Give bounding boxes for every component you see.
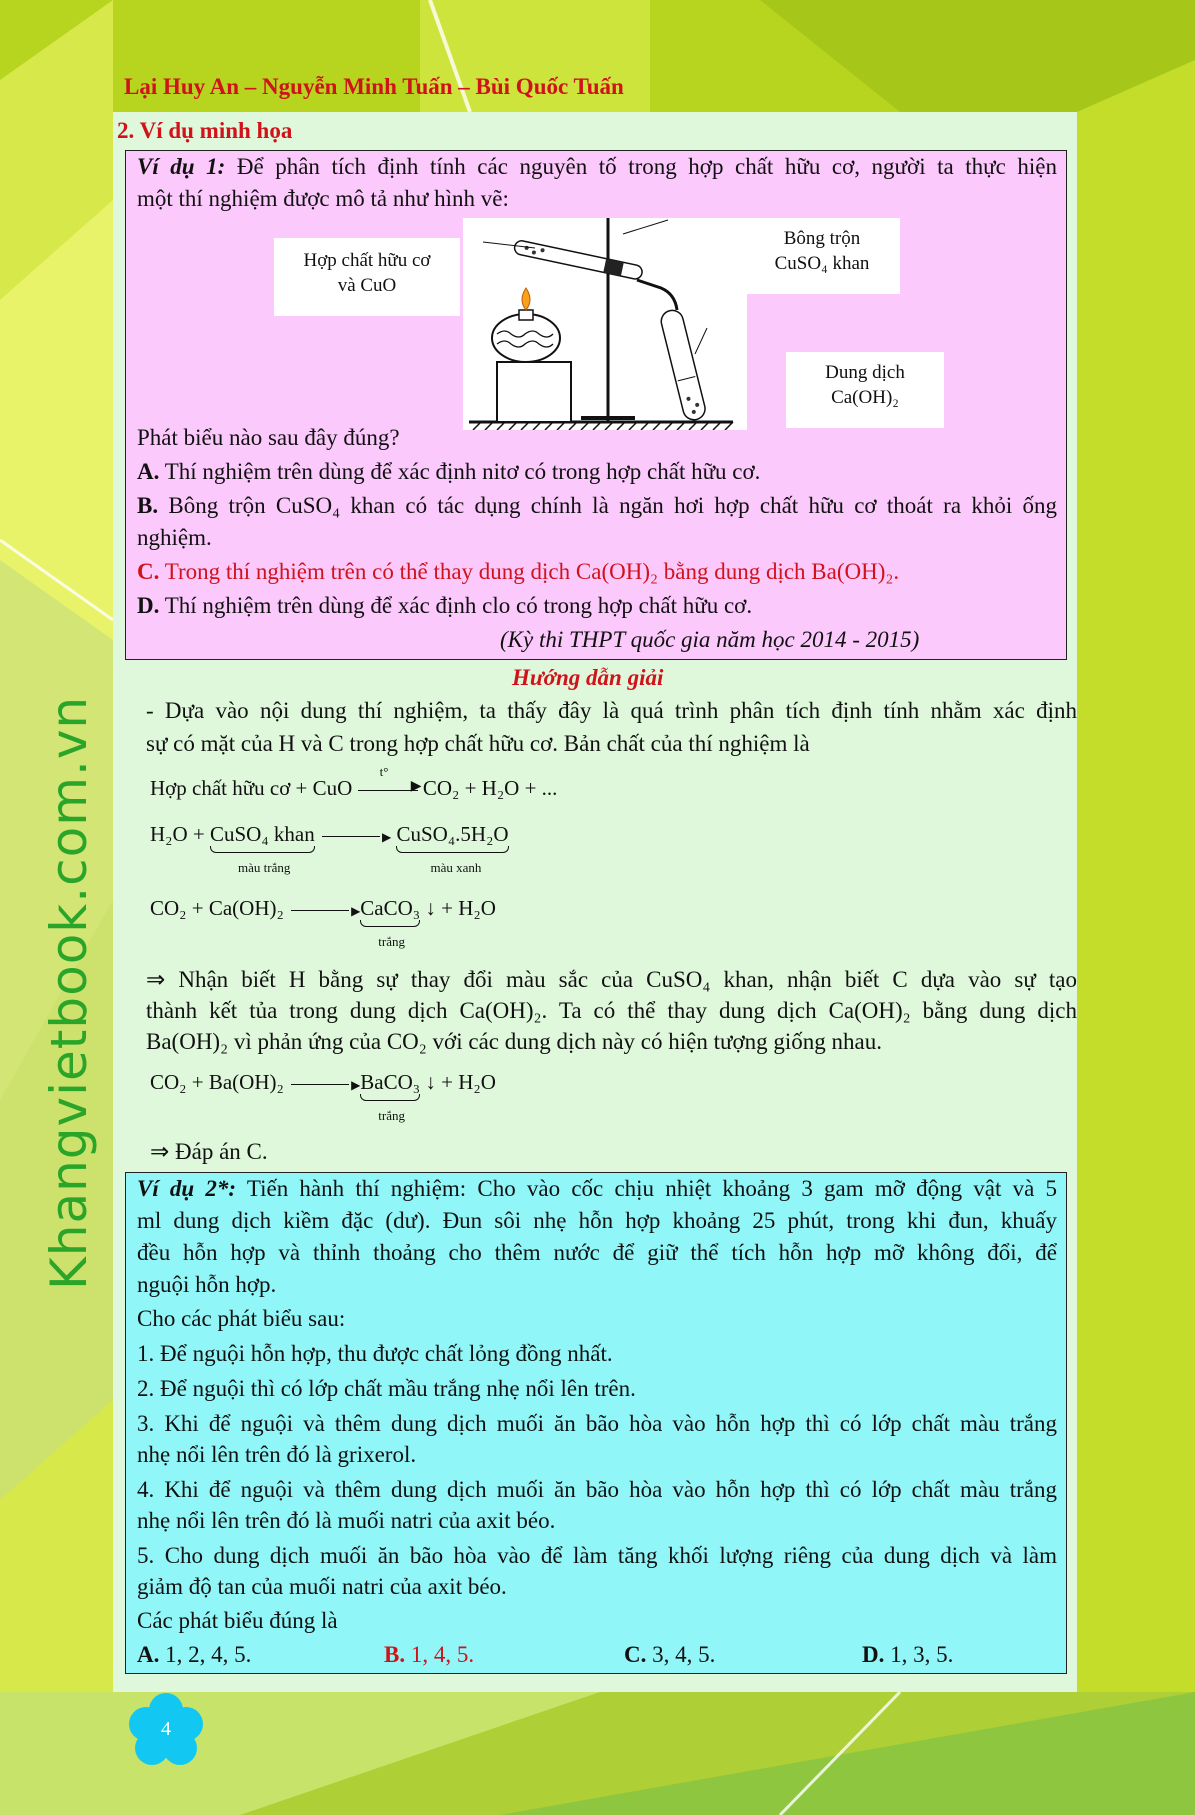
page-number: 4 — [161, 1718, 171, 1740]
underbrace-product — [396, 846, 508, 853]
equation-4 — [150, 1070, 496, 1123]
solution-answer: ⇒ Đáp án C. — [150, 1139, 268, 1164]
figure-label-bottom-line-1: Dung dịch — [825, 362, 905, 383]
arrow-head-icon: ▶ — [351, 1078, 361, 1092]
statement-4-line-2: nhẹ nổi lên trên đó là muối natri của axit béo. — [137, 1508, 556, 1533]
figure-label-bottom-line-2: Ca(OH)₂ — [831, 387, 899, 408]
example-1-option-b-line-2: nghiệm. — [137, 525, 212, 550]
statement-5-line-2: giảm độ tan của muối natri của axit béo. — [137, 1574, 507, 1599]
equation-2 — [150, 822, 509, 875]
reaction-arrow-3 — [291, 910, 349, 911]
option-b-letter: B. — [137, 493, 159, 518]
example-1-intro-line-2: một thí nghiệm được mô tả như hình vẽ: — [137, 186, 509, 211]
example-1-label: Ví dụ 1: — [137, 154, 226, 179]
example-2-question: Các phát biểu đúng là — [137, 1608, 338, 1633]
option-a-text: Thí nghiệm trên dùng để xác định nitơ có trong hợp chất hữu cơ. — [159, 459, 761, 484]
statement-4-line-1: 4. Khi để nguội và thêm dung dịch muối ăn bão hòa vào hỗn hợp thì có lớp chất màu trắng — [137, 1477, 1057, 1502]
reactant-cuso4-anhydrous: CuSO₄ khan — [210, 822, 315, 846]
statement-1: 1. Để nguội hỗn hợp, thu được chất lỏng đồng nhất. — [137, 1341, 613, 1366]
note-white-color: màu trắng — [238, 860, 291, 875]
arrow-head-icon: ▶ — [382, 830, 392, 844]
product-cuso4-pentahydrate: CuSO₄.5H₂O — [396, 822, 509, 846]
equation-1 — [150, 764, 558, 801]
option-c-letter: C. — [137, 559, 160, 584]
ex2-option-b-letter: B. — [384, 1642, 406, 1667]
page-header-authors: Lại Huy An – Nguyễn Minh Tuấn – Bùi Quốc Tuấn — [124, 74, 624, 99]
example-1-source: (Kỳ thi THPT quốc gia năm học 2014 - 2015) — [500, 627, 920, 652]
statement-3-line-2: nhẹ nổi lên trên đó là grixerol. — [137, 1442, 417, 1467]
figure-label-organic-compound — [274, 238, 460, 316]
figure-label-cotton-cuso4 — [744, 218, 900, 294]
example-1-option-c — [137, 556, 899, 588]
option-c-text: Trong thí nghiệm trên có thể thay dung dịch Ca(OH)₂ bằng dung dịch Ba(OH)₂. — [159, 559, 900, 584]
figure-label-right-line-2: CuSO₄ khan — [774, 253, 870, 274]
ex2-option-d-text: 1, 3, 5. — [884, 1642, 954, 1667]
equation-4-left: CO₂ + Ba(OH)₂ — [150, 1070, 284, 1094]
arrow-head-icon: ▶ — [351, 904, 361, 918]
product-caco3: CaCO₃ — [360, 896, 421, 920]
option-d-text: Thí nghiệm trên dùng để xác định clo có trong hợp chất hữu cơ. — [159, 593, 753, 618]
equation-2-reactant — [210, 822, 315, 875]
option-b-text-1: Bông trộn CuSO₄ khan có tác dụng chính là ngăn hơi hợp chất hữu cơ thoát ra khỏi ống — [158, 493, 1057, 518]
solution-paragraph-1-line-2: sự có mặt của H và C trong hợp chất hữu cơ. Bản chất của thí nghiệm là — [146, 731, 810, 756]
heat-condition: t° — [379, 764, 389, 779]
example-2-option-d — [862, 1639, 953, 1671]
example-1-option-b-line-1 — [137, 490, 1057, 522]
solution-paragraph-2-line-3: Ba(OH)₂ vì phản ứng của CO₂ với các dung dịch này có hiện tượng giống nhau. — [146, 1029, 882, 1054]
reaction-arrow-4 — [291, 1084, 349, 1085]
side-brand-watermark: Khangvietbook.com.vn — [40, 695, 98, 1290]
note-white-precipitate-2: trắng — [378, 1108, 406, 1123]
example-2-intro-text-1: Tiến hành thí nghiệm: Cho vào cốc chịu nhiệt khoảng 3 gam mỡ động vật và 5 — [236, 1176, 1058, 1201]
figure-label-right-line-1: Bông trộn — [783, 228, 861, 249]
note-white-precipitate: trắng — [378, 934, 406, 949]
underbrace-baco3 — [360, 1094, 420, 1101]
example-2-lead: Cho các phát biểu sau: — [137, 1306, 346, 1331]
equation-4-rest: ↓ + H₂O — [425, 1070, 496, 1094]
solution-paragraph-2-line-1: ⇒ Nhận biết H bằng sự thay đổi màu sắc của CuSO₄ khan, nhận biết C dựa vào sự tạo — [146, 967, 1077, 992]
equation-1-right: CO₂ + H₂O + ... — [422, 776, 558, 800]
product-baco3: BaCO₃ — [360, 1070, 421, 1094]
example-2-option-a — [137, 1639, 251, 1671]
ex2-option-c-text: 3, 4, 5. — [646, 1642, 716, 1667]
equation-3-product — [360, 896, 421, 949]
figure-label-left-line-1: Hợp chất hữu cơ — [303, 250, 431, 271]
statement-5-line-1: 5. Cho dung dịch muối ăn bão hòa vào để làm tăng khối lượng riêng của dung dịch và làm — [137, 1543, 1057, 1568]
example-2-option-c — [624, 1639, 715, 1671]
equation-3 — [150, 896, 496, 949]
equation-3-rest: ↓ + H₂O — [425, 896, 496, 920]
ex2-option-a-letter: A. — [137, 1642, 160, 1667]
example-1-option-d — [137, 590, 752, 622]
section-title: 2. Ví dụ minh họa — [117, 118, 293, 143]
figure-label-caoh2-solution — [786, 352, 944, 428]
option-d-letter: D. — [137, 593, 160, 618]
arrow-head-icon: ▶ — [410, 779, 422, 794]
option-a-letter: A. — [137, 459, 160, 484]
example-2-intro-line-3: đều hỗn hợp và thỉnh thoảng cho thêm nước để giữ thể tích hỗn hợp mỡ không đổi, để — [137, 1240, 1057, 1265]
ex2-option-a-text: 1, 2, 4, 5. — [159, 1642, 252, 1667]
solution-paragraph-2-line-2: thành kết tủa trong dung dịch Ca(OH)₂. Ta có thể thay dung dịch Ca(OH)₂ bằng dung dịch — [146, 998, 1077, 1023]
example-1-option-a — [137, 456, 760, 488]
example-2-option-b — [384, 1639, 474, 1671]
ex2-option-b-text: 1, 4, 5. — [405, 1642, 475, 1667]
note-blue-color: màu xanh — [430, 860, 482, 875]
equation-4-product — [360, 1070, 421, 1123]
solution-title: Hướng dẫn giải — [512, 665, 664, 690]
statement-3-line-1: 3. Khi để nguội và thêm dung dịch muối ăn bão hòa vào hỗn hợp thì có lớp chất màu trắng — [137, 1411, 1057, 1436]
example-1-question: Phát biểu nào sau đây đúng? — [137, 425, 400, 450]
reaction-arrow-heat — [358, 764, 422, 801]
solution-paragraph-1-line-1: - Dựa vào nội dung thí nghiệm, ta thấy đây là quá trình phân tích định tính nhằm xác định — [146, 698, 1077, 723]
equation-2-product — [396, 822, 509, 875]
underbrace-reactant — [210, 846, 315, 853]
example-2-label: Ví dụ 2*: — [137, 1176, 237, 1201]
equation-2-left: H₂O + — [150, 822, 210, 846]
page-number-badge — [126, 1692, 206, 1772]
equation-3-left: CO₂ + Ca(OH)₂ — [150, 896, 284, 920]
figure-label-left-line-2: và CuO — [337, 275, 397, 296]
ex2-option-c-letter: C. — [624, 1642, 647, 1667]
experiment-figure — [463, 218, 747, 430]
equation-1-left: Hợp chất hữu cơ + CuO — [150, 776, 353, 800]
ex2-option-d-letter: D. — [862, 1642, 885, 1667]
example-2-intro-line-4: nguội hỗn hợp. — [137, 1272, 277, 1297]
example-2-intro-line-1 — [137, 1173, 1057, 1205]
example-2-intro-line-2: ml dung dịch kiềm đặc (dư). Đun sôi nhẹ hỗn hợp khoảng 25 phút, trong khi đun, khuấy — [137, 1208, 1057, 1233]
reaction-arrow-2 — [322, 836, 380, 837]
underbrace-caco3 — [360, 920, 420, 927]
example-1-intro-text-1: Để phân tích định tính các nguyên tố trong hợp chất hữu cơ, người ta thực hiện — [225, 154, 1058, 179]
example-1-intro-line-1 — [137, 151, 1057, 183]
statement-2: 2. Để nguội thì có lớp chất mầu trắng nhẹ nổi lên trên. — [137, 1376, 636, 1401]
